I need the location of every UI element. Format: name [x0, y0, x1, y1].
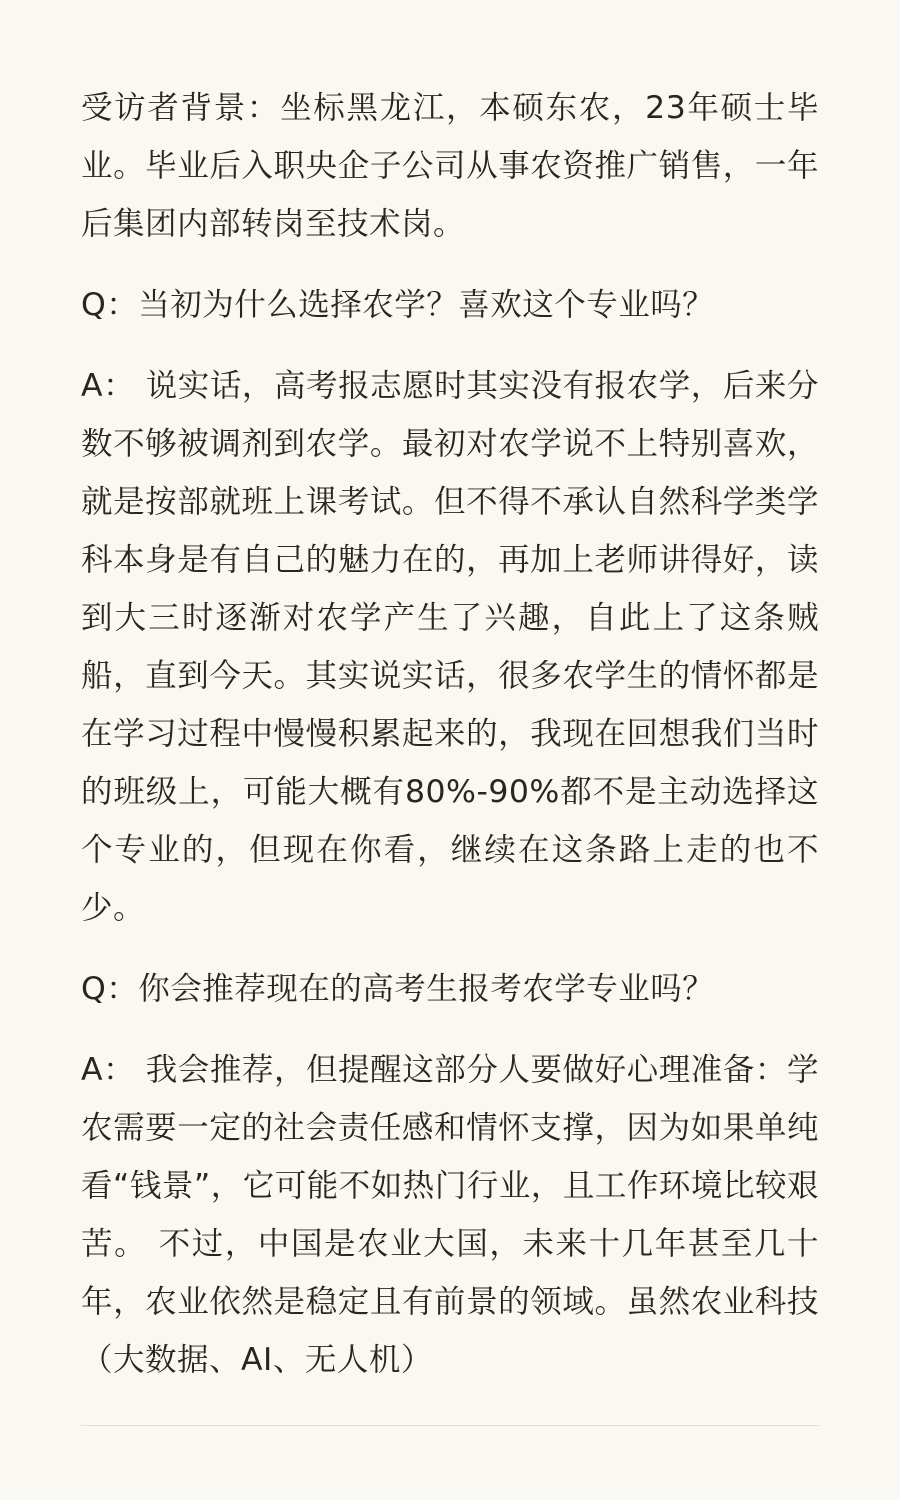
section-divider [81, 1425, 819, 1426]
answer-2: A： 我会推荐，但提醒这部分人要做好心理准备：学农需要一定的社会责任感和情怀支撑，因为如果单纯看“钱景”，它可能不如热门行业，且工作环境比较艰苦。 不过，中国是农业大国，未来十几年甚至几十年，农业依然是稳定且有前景的领域。虽然农业科技（大数据、AI、无人机） [81, 1052, 819, 1378]
question-1: Q：当初为什么选择农学？喜欢这个专业吗？ [81, 287, 715, 323]
answer-1: A： 说实话，高考报志愿时其实没有报农学，后来分数不够被调剂到农学。最初对农学说不上特别喜欢，就是按部就班上课考试。但不得不承认自然科学类学科本身是有自己的魅力在的，再加上老师讲得好，读到大三时逐渐对农学产生了兴趣，自此上了这条贼船，直到今天。其实说实话，很多农学生的情怀都是在学习过程中慢慢积累起来的，我现在回想我们当时的班级上，可能大概有80%-90%都不是主动选择这个专业的，但现在你看，继续在这条路上走的也不少。 [81, 368, 819, 926]
question-2: Q：你会推荐现在的高考生报考农学专业吗？ [81, 971, 715, 1007]
interviewee-background: 受访者背景：坐标黑龙江，本硕东农，23年硕士毕业。毕业后入职央企子公司从事农资推广销售，一年后集团内部转岗至技术岗。 [81, 90, 819, 242]
